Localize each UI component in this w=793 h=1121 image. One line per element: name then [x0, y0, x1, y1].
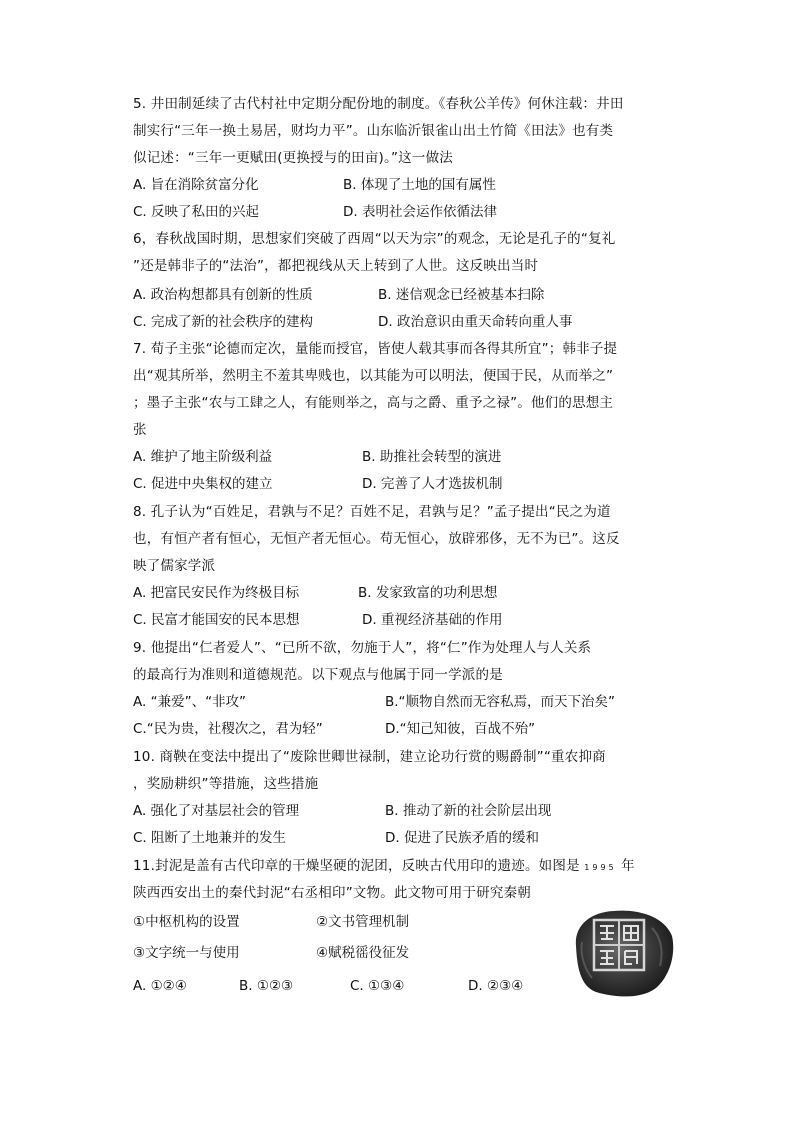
q5-line-1: 5. 井田制延续了古代村社中定期分配份地的制度。《春秋公羊传》何休注载：井田: [133, 96, 624, 112]
q6-option-d: D. 政治意识由重天命转向重人事: [378, 314, 573, 330]
q11-option-d: D. ②③④: [468, 978, 524, 994]
q10-option-d: D. 促进了民族矛盾的缓和: [385, 830, 539, 846]
q11-option-b: B. ①②③: [239, 978, 294, 994]
q11-option-a: A. ①②④: [133, 978, 187, 994]
q8-line-2: 也，有恒产者有恒心，无恒产者无恒心。苟无恒心，放辟邪侈，无不为已”。这反: [133, 531, 620, 547]
clay-seal-image: [568, 906, 676, 1000]
q11-year: 1995: [584, 863, 617, 872]
q11-item-2: ②文书管理机制: [316, 914, 410, 930]
q6-line-1: 6，春秋战国时期，思想家们突破了西周“以天为宗”的观念，无论是孔子的“复礼: [133, 231, 616, 247]
q9-option-a: A. “兼爱”、“非攻”: [133, 694, 247, 710]
q11-item-1: ①中枢机构的设置: [133, 914, 240, 930]
q7-line-2: 出“观其所举，然明主不羞其卑贱也，以其能为可以明法，便国于民，从而举之”: [133, 368, 614, 384]
q9-option-c: C.“民为贵，社稷次之，君为轻”: [133, 721, 323, 737]
q6-line-2: ”还是韩非子的“法治”，都把视线从天上转到了人世。这反映出当时: [133, 258, 539, 274]
q6-option-b: B. 迷信观念已经被基本扫除: [378, 287, 545, 303]
q7-option-d: D. 完善了人才选拔机制: [362, 476, 503, 492]
q5-line-2: 制实行“三年一换土易居，财均力平”。山东临沂银雀山出土竹简《田法》也有类: [133, 123, 614, 139]
q7-option-a: A. 维护了地主阶级利益: [133, 449, 273, 465]
q5-line-3: 似记述：“三年一更赋田(更换授与的田亩)。”这一做法: [133, 150, 453, 166]
q8-line-1: 8. 孔子认为“百姓足，君孰与不足？百姓不足，君孰与足？”孟子提出“民之为道: [133, 504, 611, 520]
q7-line-1: 7. 荀子主张“论德而定次，量能而授官，皆使人载其事而各得其所宜”；韩非子提: [133, 341, 618, 357]
q11-line-2: 陕西西安出土的秦代封泥“右丞相印”文物。此文物可用于研究秦朝: [133, 885, 531, 901]
q9-line-2: 的最高行为准则和道德规范。以下观点与他属于同一学派的是: [133, 667, 503, 683]
q10-line-1: 10. 商鞅在变法中提出了“废除世卿世禄制，建立论功行赏的赐爵制”“重农抑商: [133, 749, 606, 765]
q8-option-c: C. 民富才能国安的民本思想: [133, 612, 300, 628]
q9-line-1: 9. 他提出“仁者爱人”、“已所不欲，勿施于人”，将“仁”作为处理人与人关系: [133, 640, 592, 656]
q11-line-1-text: 11.封泥是盖有古代印章的干燥坚硬的泥团，反映古代用印的遗迹。如图是: [133, 858, 580, 874]
q5-option-d: D. 表明社会运作依循法律: [343, 204, 497, 220]
q8-line-3: 映了儒家学派: [133, 558, 216, 574]
q7-line-3: ；墨子主张“农与工肆之人，有能则举之，高与之爵、重予之禄”。他们的思想主: [133, 395, 614, 411]
q11-line-1: [133, 856, 673, 878]
q9-option-b: B.“顺物自然而无容私焉，而天下治矣”: [385, 694, 616, 710]
q11-line-1-tail: 年: [621, 858, 635, 874]
q11-option-c: C. ①③④: [350, 978, 405, 994]
q11-item-3: ③文字统一与使用: [133, 945, 240, 961]
q7-line-4: 张: [133, 422, 147, 438]
q6-option-a: A. 政治构想都具有创新的性质: [133, 287, 313, 303]
q5-option-a: A. 旨在消除贫富分化: [133, 177, 259, 193]
q8-option-d: D. 重视经济基础的作用: [362, 612, 503, 628]
q10-option-a: A. 强化了对基层社会的管理: [133, 803, 300, 819]
q10-option-b: B. 推动了新的社会阶层出现: [385, 803, 552, 819]
q10-option-c: C. 阻断了土地兼并的发生: [133, 830, 287, 846]
q11-item-4: ④赋税徭役征发: [316, 945, 410, 961]
q8-option-b: B. 发家致富的功利思想: [358, 585, 498, 601]
q5-option-c: C. 反映了私田的兴起: [133, 204, 260, 220]
q7-option-c: C. 促进中央集权的建立: [133, 476, 273, 492]
q10-line-2: ，奖励耕织”等措施，这些措施: [133, 776, 319, 792]
q9-option-d: D.“知己知彼，百战不殆”: [385, 721, 536, 737]
q6-option-c: C. 完成了新的社会秩序的建构: [133, 314, 314, 330]
q7-option-b: B. 助推社会转型的演进: [362, 449, 502, 465]
q5-option-b: B. 体现了土地的国有属性: [343, 177, 496, 193]
q8-option-a: A. 把富民安民作为终极目标: [133, 585, 300, 601]
